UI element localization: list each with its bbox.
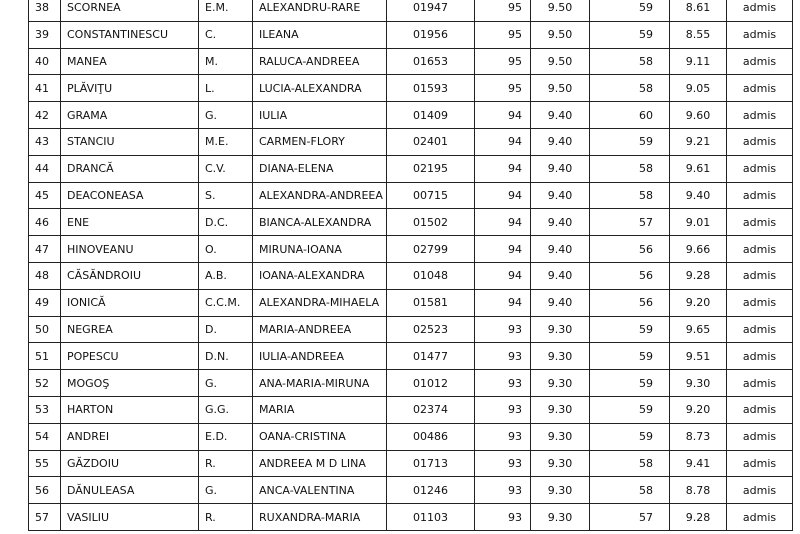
- score-b-cell: 57: [590, 504, 670, 531]
- first-name-cell: OANA-CRISTINA: [253, 423, 387, 450]
- candidate-code-cell: 01956: [387, 21, 475, 48]
- row-number-cell: 52: [29, 370, 61, 397]
- initials-cell: D.: [199, 316, 253, 343]
- grade-b-cell: 9.05: [670, 75, 727, 102]
- grade-a-cell: 9.30: [531, 343, 590, 370]
- grade-b-cell: 9.01: [670, 209, 727, 236]
- last-name-cell: NEGREA: [61, 316, 199, 343]
- score-b-cell: 59: [590, 0, 670, 21]
- candidate-code-cell: 02195: [387, 155, 475, 182]
- first-name-cell: ANCA-VALENTINA: [253, 477, 387, 504]
- score-a-cell: 93: [475, 504, 531, 531]
- row-number-cell: 51: [29, 343, 61, 370]
- score-b-cell: 58: [590, 182, 670, 209]
- last-name-cell: PLĂVIŢU: [61, 75, 199, 102]
- status-cell: admis: [727, 102, 793, 129]
- initials-cell: C.C.M.: [199, 289, 253, 316]
- score-b-cell: 58: [590, 75, 670, 102]
- table-row: [29, 155, 793, 182]
- first-name-cell: IULIA: [253, 102, 387, 129]
- row-number-cell: 41: [29, 75, 61, 102]
- grade-b-cell: 9.11: [670, 48, 727, 75]
- row-number-cell: 42: [29, 102, 61, 129]
- last-name-cell: VASILIU: [61, 504, 199, 531]
- first-name-cell: ANDREEA M D LINA: [253, 450, 387, 477]
- initials-cell: L.: [199, 75, 253, 102]
- table-row: [29, 0, 793, 21]
- last-name-cell: SCORNEA: [61, 0, 199, 21]
- candidate-code-cell: 02401: [387, 128, 475, 155]
- score-b-cell: 58: [590, 450, 670, 477]
- first-name-cell: IULIA-ANDREEA: [253, 343, 387, 370]
- status-cell: admis: [727, 450, 793, 477]
- table-row: [29, 209, 793, 236]
- score-a-cell: 95: [475, 0, 531, 21]
- score-a-cell: 95: [475, 21, 531, 48]
- grade-a-cell: 9.50: [531, 48, 590, 75]
- initials-cell: G.: [199, 370, 253, 397]
- initials-cell: C.V.: [199, 155, 253, 182]
- candidate-code-cell: 01409: [387, 102, 475, 129]
- score-a-cell: 94: [475, 182, 531, 209]
- initials-cell: E.D.: [199, 423, 253, 450]
- row-number-cell: 40: [29, 48, 61, 75]
- status-cell: admis: [727, 182, 793, 209]
- score-b-cell: 59: [590, 370, 670, 397]
- candidate-code-cell: 01947: [387, 0, 475, 21]
- row-number-cell: 57: [29, 504, 61, 531]
- grade-a-cell: 9.40: [531, 182, 590, 209]
- status-cell: admis: [727, 477, 793, 504]
- grade-a-cell: 9.40: [531, 102, 590, 129]
- score-b-cell: 58: [590, 48, 670, 75]
- table-body: [29, 0, 793, 530]
- score-a-cell: 93: [475, 343, 531, 370]
- row-number-cell: 44: [29, 155, 61, 182]
- row-number-cell: 45: [29, 182, 61, 209]
- score-b-cell: 59: [590, 316, 670, 343]
- status-cell: admis: [727, 316, 793, 343]
- grade-b-cell: 9.28: [670, 504, 727, 531]
- grade-a-cell: 9.40: [531, 289, 590, 316]
- score-a-cell: 93: [475, 370, 531, 397]
- status-cell: admis: [727, 155, 793, 182]
- grade-b-cell: 9.61: [670, 155, 727, 182]
- status-cell: admis: [727, 21, 793, 48]
- table-row: [29, 182, 793, 209]
- table-row: [29, 75, 793, 102]
- grade-a-cell: 9.30: [531, 450, 590, 477]
- first-name-cell: CARMEN-FLORY: [253, 128, 387, 155]
- table-row: [29, 370, 793, 397]
- status-cell: admis: [727, 289, 793, 316]
- candidate-code-cell: 01581: [387, 289, 475, 316]
- candidate-code-cell: 01048: [387, 262, 475, 289]
- last-name-cell: GĂZDOIU: [61, 450, 199, 477]
- score-b-cell: 56: [590, 289, 670, 316]
- initials-cell: M.: [199, 48, 253, 75]
- grade-b-cell: 9.41: [670, 450, 727, 477]
- status-cell: admis: [727, 48, 793, 75]
- row-number-cell: 49: [29, 289, 61, 316]
- status-cell: admis: [727, 504, 793, 531]
- grade-b-cell: 9.21: [670, 128, 727, 155]
- grade-a-cell: 9.50: [531, 75, 590, 102]
- last-name-cell: GRAMA: [61, 102, 199, 129]
- table-row: [29, 504, 793, 531]
- row-number-cell: 55: [29, 450, 61, 477]
- grade-b-cell: 9.65: [670, 316, 727, 343]
- last-name-cell: CONSTANTINESCU: [61, 21, 199, 48]
- row-number-cell: 43: [29, 128, 61, 155]
- first-name-cell: MARIA-ANDREEA: [253, 316, 387, 343]
- grade-a-cell: 9.30: [531, 396, 590, 423]
- last-name-cell: CĂSĂNDROIU: [61, 262, 199, 289]
- table-row: [29, 423, 793, 450]
- score-b-cell: 59: [590, 128, 670, 155]
- candidate-code-cell: 01653: [387, 48, 475, 75]
- first-name-cell: RUXANDRA-MARIA: [253, 504, 387, 531]
- score-a-cell: 95: [475, 75, 531, 102]
- candidate-code-cell: 01103: [387, 504, 475, 531]
- initials-cell: R.: [199, 504, 253, 531]
- row-number-cell: 53: [29, 396, 61, 423]
- status-cell: admis: [727, 75, 793, 102]
- score-a-cell: 94: [475, 155, 531, 182]
- initials-cell: O.: [199, 236, 253, 263]
- table-row: [29, 128, 793, 155]
- last-name-cell: STANCIU: [61, 128, 199, 155]
- first-name-cell: MARIA: [253, 396, 387, 423]
- first-name-cell: BIANCA-ALEXANDRA: [253, 209, 387, 236]
- score-b-cell: 58: [590, 477, 670, 504]
- initials-cell: M.E.: [199, 128, 253, 155]
- grade-b-cell: 8.55: [670, 21, 727, 48]
- row-number-cell: 38: [29, 0, 61, 21]
- grade-a-cell: 9.40: [531, 128, 590, 155]
- last-name-cell: DRANCĂ: [61, 155, 199, 182]
- score-b-cell: 59: [590, 423, 670, 450]
- status-cell: admis: [727, 236, 793, 263]
- candidate-code-cell: 01502: [387, 209, 475, 236]
- initials-cell: D.N.: [199, 343, 253, 370]
- initials-cell: G.: [199, 477, 253, 504]
- grade-b-cell: 8.61: [670, 0, 727, 21]
- table-row: [29, 477, 793, 504]
- candidate-code-cell: 01012: [387, 370, 475, 397]
- status-cell: admis: [727, 209, 793, 236]
- status-cell: admis: [727, 262, 793, 289]
- first-name-cell: ILEANA: [253, 21, 387, 48]
- row-number-cell: 48: [29, 262, 61, 289]
- grade-b-cell: 9.60: [670, 102, 727, 129]
- results-table: [28, 0, 793, 531]
- grade-a-cell: 9.40: [531, 236, 590, 263]
- grade-b-cell: 9.20: [670, 396, 727, 423]
- candidate-code-cell: 00715: [387, 182, 475, 209]
- first-name-cell: DIANA-ELENA: [253, 155, 387, 182]
- last-name-cell: DEACONEASA: [61, 182, 199, 209]
- grade-a-cell: 9.30: [531, 477, 590, 504]
- initials-cell: R.: [199, 450, 253, 477]
- last-name-cell: MOGOŞ: [61, 370, 199, 397]
- row-number-cell: 56: [29, 477, 61, 504]
- first-name-cell: MIRUNA-IOANA: [253, 236, 387, 263]
- score-a-cell: 93: [475, 477, 531, 504]
- grade-a-cell: 9.50: [531, 0, 590, 21]
- grade-a-cell: 9.40: [531, 209, 590, 236]
- score-b-cell: 59: [590, 343, 670, 370]
- first-name-cell: ANA-MARIA-MIRUNA: [253, 370, 387, 397]
- score-b-cell: 57: [590, 209, 670, 236]
- row-number-cell: 46: [29, 209, 61, 236]
- score-a-cell: 93: [475, 396, 531, 423]
- score-a-cell: 95: [475, 48, 531, 75]
- row-number-cell: 54: [29, 423, 61, 450]
- first-name-cell: LUCIA-ALEXANDRA: [253, 75, 387, 102]
- candidate-code-cell: 01477: [387, 343, 475, 370]
- table-row: [29, 316, 793, 343]
- grade-a-cell: 9.40: [531, 155, 590, 182]
- last-name-cell: ANDREI: [61, 423, 199, 450]
- score-a-cell: 94: [475, 102, 531, 129]
- last-name-cell: DĂNULEASA: [61, 477, 199, 504]
- score-a-cell: 94: [475, 262, 531, 289]
- score-a-cell: 94: [475, 209, 531, 236]
- grade-b-cell: 9.20: [670, 289, 727, 316]
- grade-a-cell: 9.50: [531, 21, 590, 48]
- initials-cell: C.: [199, 21, 253, 48]
- row-number-cell: 50: [29, 316, 61, 343]
- grade-a-cell: 9.40: [531, 262, 590, 289]
- first-name-cell: IOANA-ALEXANDRA: [253, 262, 387, 289]
- table-row: [29, 396, 793, 423]
- first-name-cell: ALEXANDRA-ANDREEA: [253, 182, 387, 209]
- score-a-cell: 94: [475, 236, 531, 263]
- table-row: [29, 289, 793, 316]
- candidate-code-cell: 00486: [387, 423, 475, 450]
- grade-b-cell: 8.78: [670, 477, 727, 504]
- score-b-cell: 59: [590, 21, 670, 48]
- grade-b-cell: 9.40: [670, 182, 727, 209]
- grade-b-cell: 9.51: [670, 343, 727, 370]
- first-name-cell: RALUCA-ANDREEA: [253, 48, 387, 75]
- score-a-cell: 93: [475, 316, 531, 343]
- initials-cell: A.B.: [199, 262, 253, 289]
- score-b-cell: 56: [590, 236, 670, 263]
- table-row: [29, 262, 793, 289]
- initials-cell: E.M.: [199, 0, 253, 21]
- last-name-cell: MANEA: [61, 48, 199, 75]
- score-b-cell: 58: [590, 155, 670, 182]
- table-row: [29, 21, 793, 48]
- status-cell: admis: [727, 0, 793, 21]
- status-cell: admis: [727, 128, 793, 155]
- last-name-cell: HINOVEANU: [61, 236, 199, 263]
- score-a-cell: 94: [475, 128, 531, 155]
- initials-cell: G.G.: [199, 396, 253, 423]
- score-a-cell: 93: [475, 450, 531, 477]
- status-cell: admis: [727, 370, 793, 397]
- row-number-cell: 39: [29, 21, 61, 48]
- grade-a-cell: 9.30: [531, 316, 590, 343]
- table-row: [29, 102, 793, 129]
- last-name-cell: POPESCU: [61, 343, 199, 370]
- candidate-code-cell: 01713: [387, 450, 475, 477]
- grade-b-cell: 9.66: [670, 236, 727, 263]
- candidate-code-cell: 02523: [387, 316, 475, 343]
- first-name-cell: ALEXANDRA-MIHAELA: [253, 289, 387, 316]
- table-row: [29, 343, 793, 370]
- last-name-cell: ENE: [61, 209, 199, 236]
- grade-b-cell: 8.73: [670, 423, 727, 450]
- grade-a-cell: 9.30: [531, 423, 590, 450]
- score-a-cell: 94: [475, 289, 531, 316]
- grade-b-cell: 9.28: [670, 262, 727, 289]
- score-b-cell: 56: [590, 262, 670, 289]
- grade-a-cell: 9.30: [531, 504, 590, 531]
- grade-a-cell: 9.30: [531, 370, 590, 397]
- initials-cell: S.: [199, 182, 253, 209]
- candidate-code-cell: 02799: [387, 236, 475, 263]
- grade-b-cell: 9.30: [670, 370, 727, 397]
- first-name-cell: ALEXANDRU-RARE: [253, 0, 387, 21]
- last-name-cell: HARTON: [61, 396, 199, 423]
- status-cell: admis: [727, 396, 793, 423]
- candidate-code-cell: 02374: [387, 396, 475, 423]
- row-number-cell: 47: [29, 236, 61, 263]
- score-a-cell: 93: [475, 423, 531, 450]
- table-row: [29, 450, 793, 477]
- initials-cell: G.: [199, 102, 253, 129]
- score-b-cell: 60: [590, 102, 670, 129]
- initials-cell: D.C.: [199, 209, 253, 236]
- candidate-code-cell: 01246: [387, 477, 475, 504]
- table-row: [29, 48, 793, 75]
- table-row: [29, 236, 793, 263]
- candidate-code-cell: 01593: [387, 75, 475, 102]
- score-b-cell: 59: [590, 396, 670, 423]
- status-cell: admis: [727, 423, 793, 450]
- status-cell: admis: [727, 343, 793, 370]
- last-name-cell: IONICĂ: [61, 289, 199, 316]
- results-sheet: [28, 0, 792, 531]
